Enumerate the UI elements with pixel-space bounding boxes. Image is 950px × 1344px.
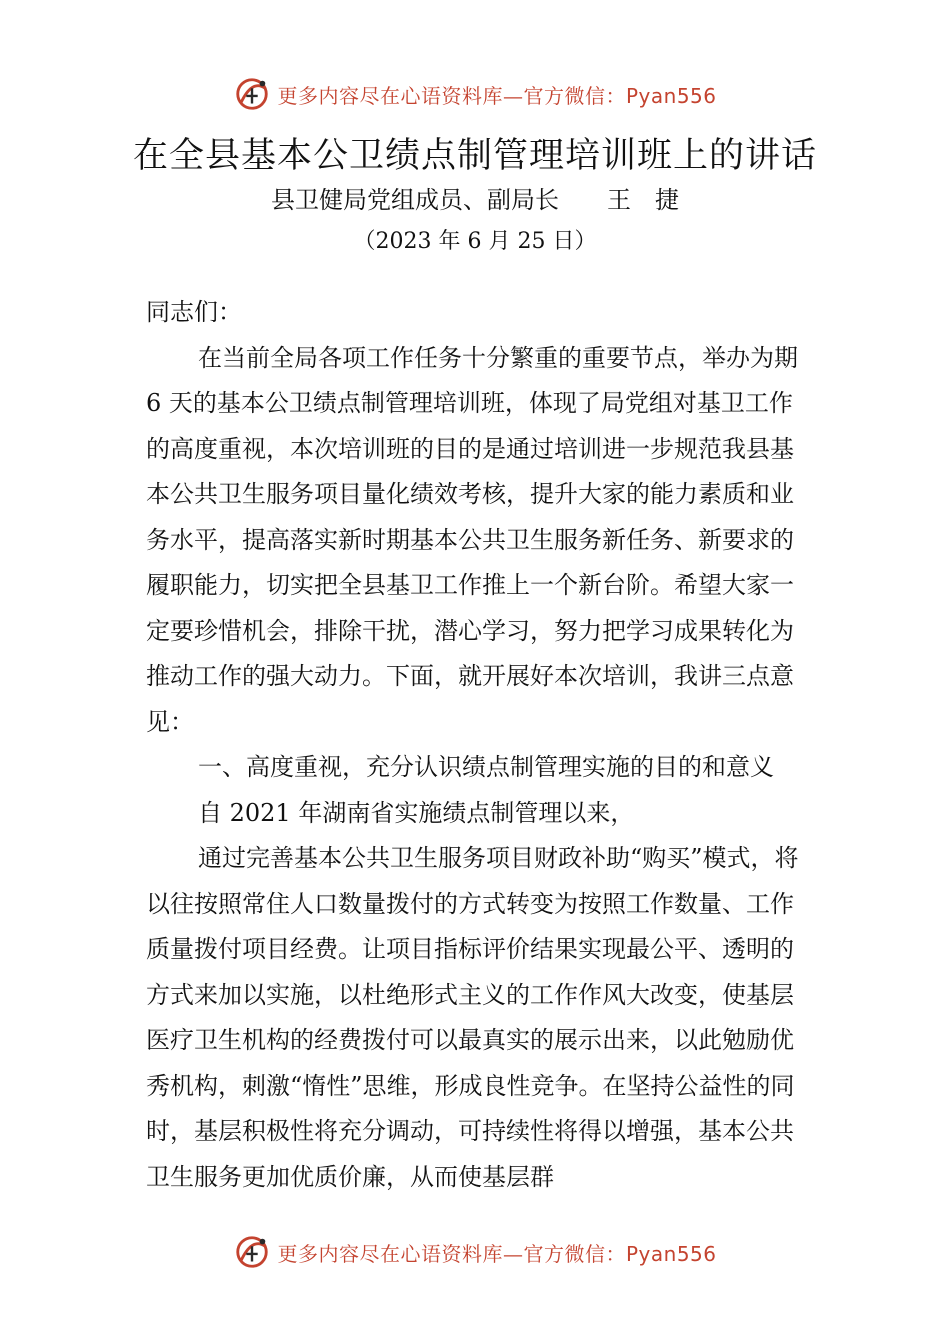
watermark-text: 更多内容尽在心语资料库—官方微信：Pyan556 <box>277 1241 717 1266</box>
paragraph: 在当前全局各项工作任务十分繁重的重要节点，举办为期 6 天的基本公卫绩点制管理培训班，体现了局党组对基卫工作的高度重视，本次培训班的目的是通过培训进一步规范我县基本公共卫生服务项目量化绩效考核，提升大家的能力素质和业务水平，提高落实新时期基本公共卫生服务新任务、新要求的履职能力，切实把全县基卫工作推上一个新台阶。希望大家一定要珍惜机会，排除干扰，潜心学习，努力把学习成果转化为推动工作的强大动力。下面，就开展好本次培训，我讲三点意见： <box>146 343 798 736</box>
date-line: （2023 年 6 月 25 日） <box>353 229 597 254</box>
paragraph: 自 2021 年湖南省实施绩点制管理以来， <box>198 798 635 827</box>
document-title: 在全县基本公卫绩点制管理培训班上的讲话 <box>132 136 817 176</box>
author-line: 县卫健局党组成员、副局长 王 捷 <box>271 186 679 214</box>
watermark-banner-top <box>0 72 950 116</box>
logo-icon <box>233 75 271 113</box>
section-heading: 一、高度重视，充分认识绩点制管理实施的目的和意义 <box>198 753 774 781</box>
watermark-banner-bottom <box>0 1230 950 1274</box>
document-body <box>146 290 814 1200</box>
paragraph: 通过完善基本公共卫生服务项目财政补助“购买”模式，将以往按照常住人口数量拨付的方式转变为按照工作数量、工作质量拨付项目经费。让项目指标评价结果实现最公平、透明的方式来加以实施，以杜绝形式主义的工作作风大改变，使基层医疗卫生机构的经费拨付可以最真实的展示出来，以此勉励优秀机构，刺激“惰性”思维，形成良性竞争。在坚持公益性的同时，基层积极性将充分调动，可持续性将得以增强，基本公共卫生服务更加优质价廉，从而使基层群 <box>146 844 799 1191</box>
wechat-id: Pyan556 <box>625 83 717 108</box>
wechat-id: Pyan556 <box>625 1241 717 1266</box>
salutation: 同志们： <box>146 298 242 326</box>
watermark-text: 更多内容尽在心语资料库—官方微信：Pyan556 <box>277 83 717 108</box>
logo-icon <box>233 1233 271 1271</box>
